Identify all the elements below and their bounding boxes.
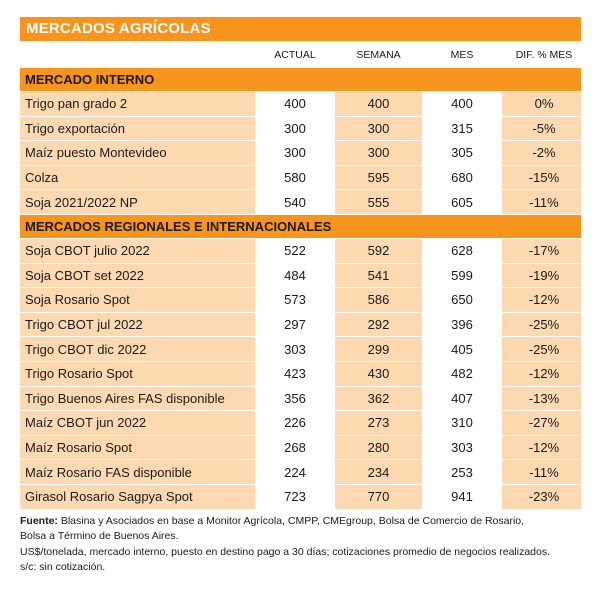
table-row: [20, 484, 581, 509]
cell-dif: 0%: [534, 96, 554, 112]
table-row: [20, 189, 581, 214]
row-label: Trigo CBOT dic 2022: [25, 341, 147, 357]
section-rows: [20, 238, 581, 509]
table-row: [20, 165, 581, 190]
cell-actual: 573: [255, 288, 335, 312]
cell-mes: 310: [422, 411, 502, 435]
table-row: [20, 263, 581, 288]
row-label: Maíz CBOT jun 2022: [25, 415, 147, 431]
row-label: Trigo exportación: [25, 120, 125, 136]
cell-actual: 300: [255, 117, 335, 141]
row-label: Trigo Rosario Spot: [25, 366, 133, 382]
cell-actual: 226: [255, 411, 335, 435]
cell-mes: 315: [422, 117, 502, 141]
row-label: Trigo Buenos Aires FAS disponible: [25, 390, 225, 406]
cell-semana: 586: [367, 292, 390, 308]
cell-actual: 303: [255, 337, 335, 361]
cell-semana: 234: [367, 464, 390, 480]
cell-dif: -12%: [528, 440, 560, 456]
cell-mes: 405: [422, 337, 502, 361]
table-title: MERCADOS AGRÍCOLAS: [20, 17, 581, 41]
source-note: [20, 514, 581, 530]
cell-actual: 423: [255, 362, 335, 386]
cell-actual: 400: [255, 92, 335, 116]
row-label: Maíz Rosario FAS disponible: [25, 464, 192, 480]
col-header-semana: SEMANA: [356, 49, 401, 61]
cell-semana: 430: [367, 366, 390, 382]
cell-semana: 595: [367, 170, 390, 186]
cell-actual: 580: [255, 166, 335, 190]
cell-mes: 305: [422, 141, 502, 165]
cell-semana: 300: [367, 145, 390, 161]
cell-dif: -23%: [528, 489, 560, 505]
cell-semana: 770: [367, 489, 390, 505]
table-row: [20, 287, 581, 312]
row-label: Soja CBOT set 2022: [25, 267, 144, 283]
cell-mes: 482: [422, 362, 502, 386]
market-table: [20, 17, 581, 576]
cell-actual: 297: [255, 313, 335, 337]
cell-dif: -27%: [528, 415, 560, 431]
table-row: [20, 91, 581, 116]
cell-mes: 396: [422, 313, 502, 337]
cell-semana: 299: [367, 341, 390, 357]
cell-mes: 605: [422, 190, 502, 214]
table-row: [20, 336, 581, 361]
cell-semana: 362: [367, 390, 390, 406]
units-note: US$/tonelada, mercado interno, puesto en destino pago a 30 días; cotizaciones promedio de negocios realizados.: [20, 545, 551, 558]
column-headers: [20, 41, 581, 67]
col-header-mes: MES: [450, 49, 474, 61]
cell-dif: -17%: [528, 243, 560, 259]
cell-semana: 280: [367, 440, 390, 456]
cell-actual: 522: [255, 239, 335, 263]
table-sections: [20, 67, 581, 509]
section-header: MERCADO INTERNO: [20, 67, 581, 91]
cell-semana: 400: [367, 96, 390, 112]
cell-mes: 407: [422, 387, 502, 411]
source-text: Blasina y Asociados en base a Monitor Agrícola, CMPP, CMEgroup, Bolsa de Comercio de Rosario,: [57, 514, 525, 527]
row-label: Soja Rosario Spot: [25, 292, 130, 308]
cell-actual: 224: [255, 460, 335, 484]
cell-dif: -12%: [528, 366, 560, 382]
cell-dif: -19%: [528, 267, 560, 283]
row-label: Girasol Rosario Sagpya Spot: [25, 489, 193, 505]
cell-mes: 941: [422, 485, 502, 509]
cell-semana: 273: [367, 415, 390, 431]
table-row: [20, 140, 581, 165]
table-row: [20, 410, 581, 435]
cell-dif: -5%: [532, 120, 556, 136]
source-label: Fuente:: [20, 514, 58, 527]
cell-dif: -25%: [528, 317, 560, 333]
row-label: Soja 2021/2022 NP: [25, 194, 138, 210]
cell-actual: 540: [255, 190, 335, 214]
table-row: [20, 116, 581, 141]
cell-semana: 541: [367, 267, 390, 283]
cell-dif: -25%: [528, 341, 560, 357]
cell-actual: 300: [255, 141, 335, 165]
table-row: [20, 435, 581, 460]
cell-mes: 680: [422, 166, 502, 190]
cell-mes: 253: [422, 460, 502, 484]
table-notes: [20, 514, 581, 576]
cell-semana: 292: [367, 317, 390, 333]
cell-dif: -12%: [528, 292, 560, 308]
cell-semana: 592: [367, 243, 390, 259]
cell-actual: 268: [255, 436, 335, 460]
cell-dif: -11%: [529, 194, 559, 210]
sc-note: s/c: sin cotización.: [20, 561, 106, 573]
source-note-2: Bolsa a Término de Buenos Aires.: [20, 530, 179, 542]
table-row: [20, 386, 581, 411]
section-header: MERCADOS REGIONALES E INTERNACIONALES: [20, 214, 581, 238]
row-label: Trigo CBOT jul 2022: [25, 317, 143, 333]
table-row: [20, 238, 581, 263]
row-label: Colza: [25, 170, 59, 186]
cell-actual: 484: [255, 264, 335, 288]
row-label: Trigo pan grado 2: [25, 96, 128, 112]
cell-dif: -15%: [528, 170, 560, 186]
cell-actual: 356: [255, 387, 335, 411]
row-label: Maíz Rosario Spot: [25, 440, 132, 456]
table-row: [20, 361, 581, 386]
cell-semana: 300: [367, 120, 390, 136]
cell-mes: 628: [422, 239, 502, 263]
cell-dif: -2%: [532, 145, 556, 161]
col-header-actual: ACTUAL: [274, 49, 316, 61]
cell-mes: 599: [422, 264, 502, 288]
cell-mes: 303: [422, 436, 502, 460]
cell-mes: 650: [422, 288, 502, 312]
table-row: [20, 459, 581, 484]
table-row: [20, 312, 581, 337]
row-label: Soja CBOT julio 2022: [25, 243, 150, 259]
row-label: Maíz puesto Montevideo: [25, 145, 167, 161]
cell-mes: 400: [422, 92, 502, 116]
col-header-dif: DIF. % MES: [515, 49, 573, 61]
section-rows: [20, 91, 581, 214]
cell-dif: -11%: [529, 464, 559, 480]
cell-actual: 723: [255, 485, 335, 509]
cell-dif: -13%: [528, 390, 560, 406]
cell-semana: 555: [367, 194, 390, 210]
